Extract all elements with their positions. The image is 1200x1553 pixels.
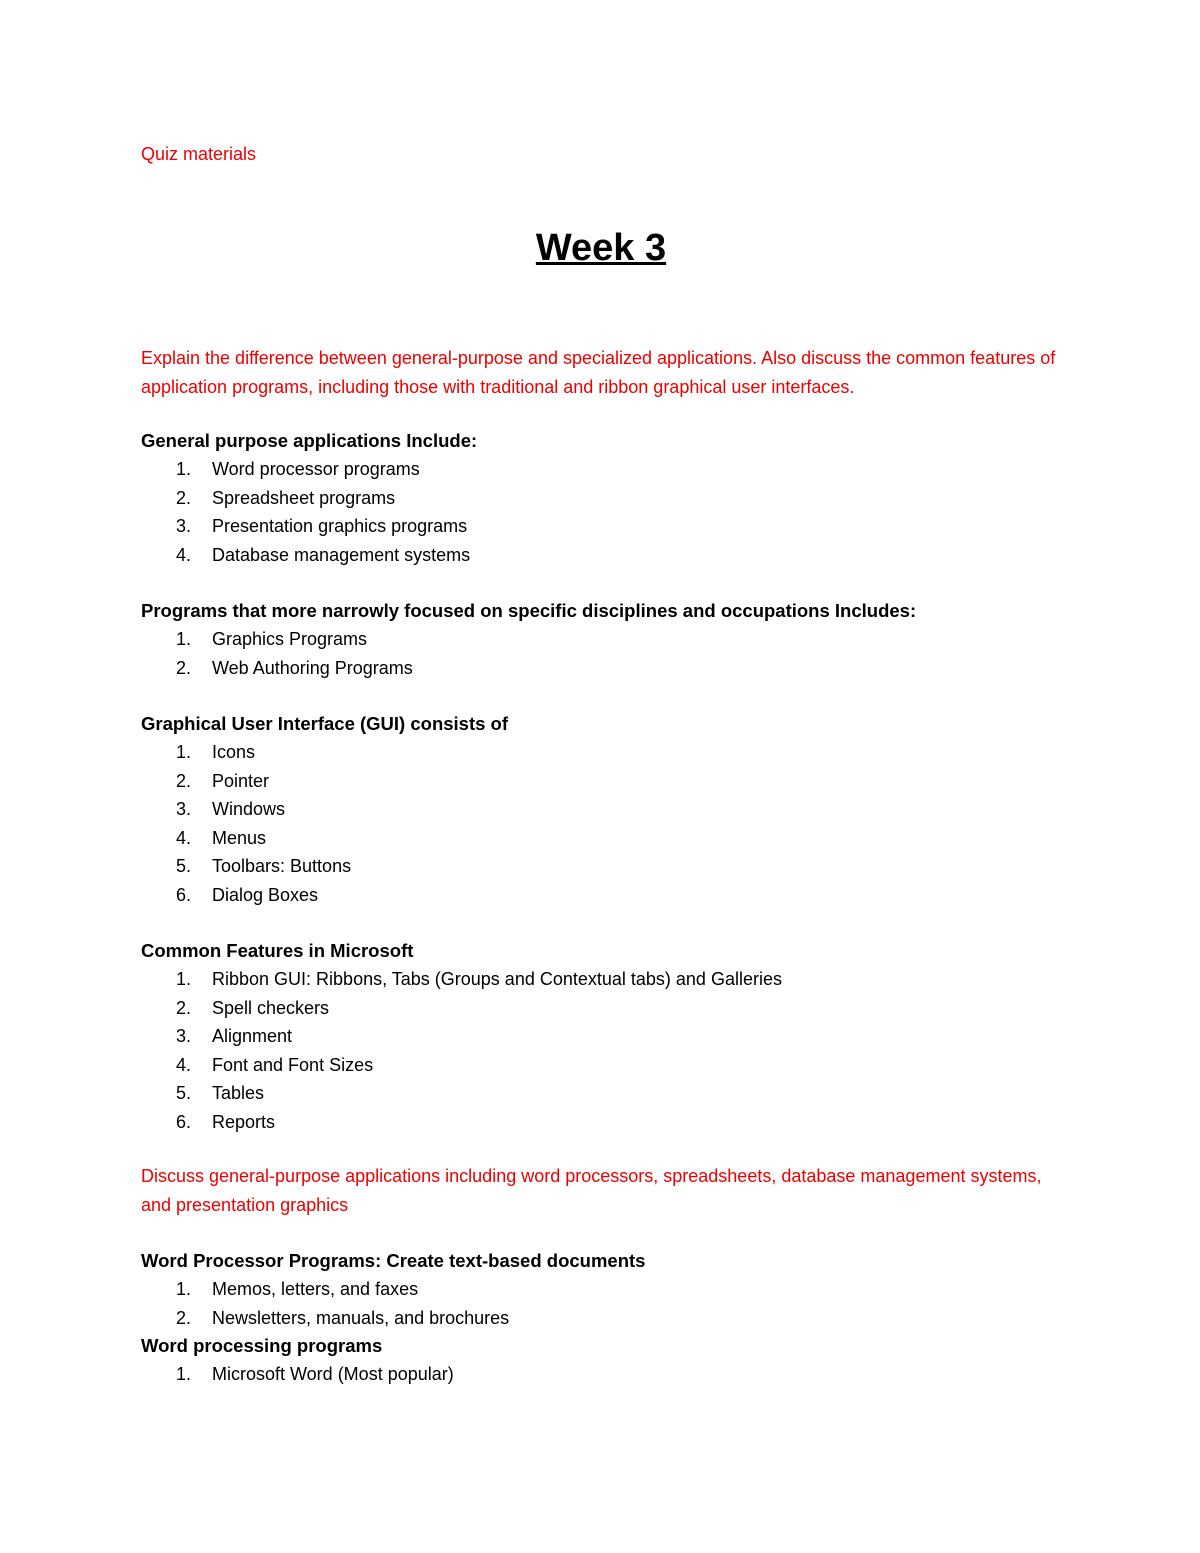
word-processor-list: [141, 1275, 1061, 1332]
word-processing-programs-heading: Word processing programs: [141, 1335, 383, 1356]
list-text: Menus: [212, 827, 267, 848]
list-number: 1.: [176, 1279, 192, 1299]
list-number: 6.: [176, 884, 192, 905]
list-item: [141, 767, 1061, 796]
list-number: 5.: [176, 1083, 192, 1103]
gui-heading: Graphical User Interface (GUI) consists of: [141, 713, 509, 734]
list-number: 1.: [176, 459, 192, 479]
specialized-list: [141, 625, 1061, 682]
list-text: Tables: [212, 1083, 265, 1103]
common-features-heading: Common Features in Microsoft: [141, 940, 414, 961]
list-text: Reports: [212, 1111, 276, 1132]
list-number: 2.: [176, 1307, 192, 1328]
list-item: [141, 824, 1061, 853]
list-number: 1.: [176, 969, 192, 989]
list-item: [141, 1275, 1061, 1304]
general-purpose-heading: General purpose applications Include:: [141, 430, 478, 451]
list-number: 4.: [176, 1054, 192, 1075]
list-number: 1.: [176, 629, 192, 649]
list-item: [141, 994, 1061, 1023]
list-item: [141, 881, 1061, 910]
list-number: 2.: [176, 770, 192, 791]
list-text: Memos, letters, and faxes: [212, 1279, 419, 1299]
list-number: 3.: [176, 516, 192, 536]
list-text: Presentation graphics programs: [212, 516, 468, 536]
list-text: Windows: [212, 799, 286, 819]
list-item: [141, 625, 1061, 654]
list-item: [141, 484, 1061, 513]
list-number: 3.: [176, 1026, 192, 1046]
list-item: [141, 654, 1061, 683]
list-text: Word processor programs: [212, 459, 420, 479]
specialized-heading: Programs that more narrowly focused on specific disciplines and occupations Includes:: [141, 600, 917, 621]
list-item: [141, 455, 1061, 484]
list-number: 5.: [176, 856, 192, 876]
list-item: [141, 1079, 1061, 1108]
gui-list: [141, 738, 1061, 909]
list-number: 2.: [176, 487, 192, 508]
list-item: [141, 965, 1061, 994]
list-text: Font and Font Sizes: [212, 1054, 374, 1075]
common-features-list: [141, 965, 1061, 1136]
word-processor-heading: Word Processor Programs: Create text-based documents: [141, 1250, 646, 1271]
list-text: Spreadsheet programs: [212, 487, 396, 508]
list-text: Alignment: [212, 1026, 293, 1046]
general-purpose-list: [141, 455, 1061, 569]
list-number: 6.: [176, 1111, 192, 1132]
list-text: Database management systems: [212, 544, 471, 565]
quiz-materials-label: Quiz materials: [141, 144, 257, 164]
page-title: Week 3: [535, 227, 667, 269]
list-text: Icons: [212, 742, 256, 762]
list-number: 1.: [176, 1364, 192, 1384]
list-item: [141, 1360, 1061, 1389]
prompt-discuss-general-purpose: Discuss general-purpose applications including word processors, spreadsheets, database management systems, and presentation graphics: [141, 1166, 1042, 1215]
word-processing-programs-list: [141, 1360, 1061, 1389]
list-text: Pointer: [212, 770, 270, 791]
list-item: [141, 738, 1061, 767]
list-number: 4.: [176, 827, 192, 848]
prompt-explain-difference: Explain the difference between general-purpose and specialized applications. Also discuss the common features of application programs, including those with traditional and ribbon graphical user interfaces.: [141, 348, 1056, 397]
list-item: [141, 852, 1061, 881]
list-number: 3.: [176, 799, 192, 819]
list-text: Graphics Programs: [212, 629, 368, 649]
list-text: Dialog Boxes: [212, 884, 319, 905]
list-text: Newsletters, manuals, and brochures: [212, 1307, 510, 1328]
list-item: [141, 1051, 1061, 1080]
list-item: [141, 512, 1061, 541]
list-item: [141, 541, 1061, 570]
list-item: [141, 1304, 1061, 1333]
document-body: [141, 140, 1061, 1389]
list-number: 4.: [176, 544, 192, 565]
list-number: 2.: [176, 997, 192, 1018]
list-item: [141, 1022, 1061, 1051]
list-text: Toolbars: Buttons: [212, 856, 352, 876]
list-text: Web Authoring Programs: [212, 657, 413, 678]
list-item: [141, 795, 1061, 824]
list-text: Microsoft Word (Most popular): [212, 1364, 454, 1384]
list-number: 2.: [176, 657, 192, 678]
list-item: [141, 1108, 1061, 1137]
list-text: Spell checkers: [212, 997, 330, 1018]
list-number: 1.: [176, 742, 192, 762]
list-text: Ribbon GUI: Ribbons, Tabs (Groups and Contextual tabs) and Galleries: [212, 969, 782, 989]
